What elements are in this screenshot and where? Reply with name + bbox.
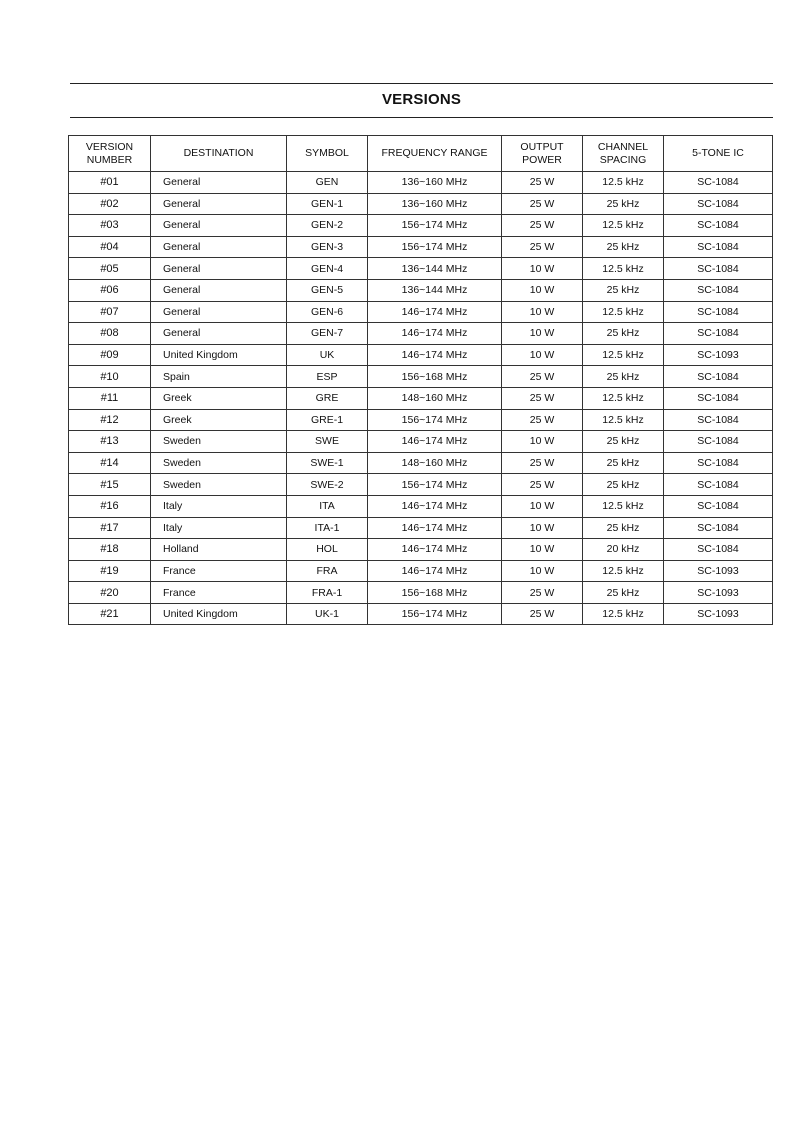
cell-frequency: 156~174 MHz [368, 215, 502, 237]
cell-power: 25 W [502, 215, 583, 237]
versions-table [68, 135, 773, 625]
cell-spacing: 25 kHz [583, 452, 664, 474]
cell-version: #07 [69, 301, 151, 323]
cell-destination: Sweden [151, 452, 287, 474]
cell-destination: Greek [151, 387, 287, 409]
header-output-power: OUTPUT POWER [502, 136, 583, 172]
cell-version: #18 [69, 539, 151, 561]
cell-frequency: 146~174 MHz [368, 431, 502, 453]
cell-power: 25 W [502, 387, 583, 409]
cell-power: 10 W [502, 560, 583, 582]
table-row [69, 301, 773, 323]
cell-destination: General [151, 279, 287, 301]
cell-symbol: SWE-1 [287, 452, 368, 474]
table-row [69, 582, 773, 604]
cell-version: #09 [69, 344, 151, 366]
header-frequency-range: FREQUENCY RANGE [368, 136, 502, 172]
cell-spacing: 25 kHz [583, 366, 664, 388]
cell-frequency: 146~174 MHz [368, 539, 502, 561]
cell-spacing: 12.5 kHz [583, 301, 664, 323]
cell-spacing: 12.5 kHz [583, 344, 664, 366]
table-row [69, 495, 773, 517]
cell-destination: General [151, 258, 287, 280]
cell-version: #02 [69, 193, 151, 215]
cell-tone-ic: SC-1084 [664, 474, 773, 496]
cell-frequency: 136~160 MHz [368, 193, 502, 215]
table-row [69, 323, 773, 345]
cell-version: #21 [69, 603, 151, 625]
cell-symbol: SWE [287, 431, 368, 453]
cell-destination: Greek [151, 409, 287, 431]
table-row [69, 215, 773, 237]
cell-symbol: GRE-1 [287, 409, 368, 431]
cell-version: #11 [69, 387, 151, 409]
cell-symbol: FRA-1 [287, 582, 368, 604]
cell-spacing: 12.5 kHz [583, 215, 664, 237]
table-row [69, 452, 773, 474]
cell-tone-ic: SC-1084 [664, 279, 773, 301]
cell-symbol: HOL [287, 539, 368, 561]
cell-power: 25 W [502, 603, 583, 625]
table-row [69, 172, 773, 194]
cell-spacing: 12.5 kHz [583, 495, 664, 517]
cell-power: 10 W [502, 279, 583, 301]
cell-spacing: 25 kHz [583, 582, 664, 604]
cell-version: #15 [69, 474, 151, 496]
cell-frequency: 156~168 MHz [368, 582, 502, 604]
header-destination: DESTINATION [151, 136, 287, 172]
cell-spacing: 25 kHz [583, 431, 664, 453]
cell-destination: General [151, 193, 287, 215]
cell-version: #12 [69, 409, 151, 431]
cell-symbol: FRA [287, 560, 368, 582]
cell-version: #04 [69, 236, 151, 258]
cell-destination: Holland [151, 539, 287, 561]
cell-spacing: 12.5 kHz [583, 387, 664, 409]
cell-version: #05 [69, 258, 151, 280]
cell-symbol: GEN-1 [287, 193, 368, 215]
cell-frequency: 146~174 MHz [368, 301, 502, 323]
table-row [69, 236, 773, 258]
cell-destination: Italy [151, 517, 287, 539]
cell-power: 10 W [502, 344, 583, 366]
table-row [69, 193, 773, 215]
table-row [69, 474, 773, 496]
cell-symbol: GEN-3 [287, 236, 368, 258]
cell-symbol: GEN-6 [287, 301, 368, 323]
cell-tone-ic: SC-1084 [664, 366, 773, 388]
cell-spacing: 20 kHz [583, 539, 664, 561]
cell-tone-ic: SC-1093 [664, 344, 773, 366]
bottom-rule [70, 117, 773, 118]
cell-tone-ic: SC-1084 [664, 301, 773, 323]
cell-destination: General [151, 323, 287, 345]
cell-tone-ic: SC-1084 [664, 452, 773, 474]
cell-tone-ic: SC-1084 [664, 323, 773, 345]
cell-power: 25 W [502, 582, 583, 604]
cell-version: #14 [69, 452, 151, 474]
cell-version: #03 [69, 215, 151, 237]
cell-power: 25 W [502, 409, 583, 431]
cell-spacing: 12.5 kHz [583, 603, 664, 625]
cell-version: #17 [69, 517, 151, 539]
cell-tone-ic: SC-1084 [664, 409, 773, 431]
cell-destination: Sweden [151, 474, 287, 496]
cell-tone-ic: SC-1084 [664, 431, 773, 453]
table-row [69, 258, 773, 280]
cell-frequency: 136~144 MHz [368, 279, 502, 301]
cell-symbol: ITA [287, 495, 368, 517]
cell-power: 10 W [502, 323, 583, 345]
table-row [69, 366, 773, 388]
cell-symbol: UK [287, 344, 368, 366]
table-row [69, 431, 773, 453]
cell-symbol: ESP [287, 366, 368, 388]
cell-power: 25 W [502, 236, 583, 258]
cell-spacing: 25 kHz [583, 236, 664, 258]
cell-destination: United Kingdom [151, 603, 287, 625]
cell-power: 10 W [502, 301, 583, 323]
cell-symbol: GEN [287, 172, 368, 194]
cell-destination: Spain [151, 366, 287, 388]
cell-version: #13 [69, 431, 151, 453]
cell-power: 25 W [502, 474, 583, 496]
cell-destination: Sweden [151, 431, 287, 453]
cell-frequency: 136~160 MHz [368, 172, 502, 194]
cell-destination: General [151, 215, 287, 237]
table-row [69, 387, 773, 409]
cell-version: #01 [69, 172, 151, 194]
cell-power: 10 W [502, 517, 583, 539]
cell-version: #06 [69, 279, 151, 301]
cell-tone-ic: SC-1084 [664, 387, 773, 409]
cell-power: 10 W [502, 495, 583, 517]
cell-spacing: 25 kHz [583, 474, 664, 496]
cell-power: 25 W [502, 366, 583, 388]
cell-frequency: 156~174 MHz [368, 236, 502, 258]
table-header-row [69, 136, 773, 172]
cell-symbol: UK-1 [287, 603, 368, 625]
cell-spacing: 25 kHz [583, 517, 664, 539]
cell-frequency: 146~174 MHz [368, 323, 502, 345]
cell-frequency: 148~160 MHz [368, 387, 502, 409]
header-symbol: SYMBOL [287, 136, 368, 172]
table-row [69, 344, 773, 366]
cell-frequency: 148~160 MHz [368, 452, 502, 474]
header-channel-spacing: CHANNEL SPACING [583, 136, 664, 172]
cell-version: #19 [69, 560, 151, 582]
cell-symbol: SWE-2 [287, 474, 368, 496]
cell-symbol: GEN-2 [287, 215, 368, 237]
cell-frequency: 146~174 MHz [368, 560, 502, 582]
page-title: VERSIONS [381, 91, 462, 108]
cell-frequency: 156~174 MHz [368, 409, 502, 431]
cell-version: #08 [69, 323, 151, 345]
cell-tone-ic: SC-1084 [664, 215, 773, 237]
table-row [69, 409, 773, 431]
cell-spacing: 25 kHz [583, 193, 664, 215]
header-version-number: VERSION NUMBER [69, 136, 151, 172]
cell-destination: General [151, 236, 287, 258]
cell-power: 25 W [502, 452, 583, 474]
cell-frequency: 146~174 MHz [368, 495, 502, 517]
cell-destination: United Kingdom [151, 344, 287, 366]
cell-tone-ic: SC-1084 [664, 172, 773, 194]
cell-symbol: GEN-7 [287, 323, 368, 345]
table-row [69, 279, 773, 301]
cell-power: 10 W [502, 539, 583, 561]
table-row [69, 560, 773, 582]
cell-symbol: GEN-4 [287, 258, 368, 280]
cell-spacing: 25 kHz [583, 323, 664, 345]
cell-frequency: 156~174 MHz [368, 474, 502, 496]
cell-version: #10 [69, 366, 151, 388]
cell-spacing: 12.5 kHz [583, 409, 664, 431]
cell-tone-ic: SC-1093 [664, 603, 773, 625]
cell-tone-ic: SC-1084 [664, 236, 773, 258]
cell-destination: France [151, 582, 287, 604]
cell-spacing: 25 kHz [583, 279, 664, 301]
cell-destination: France [151, 560, 287, 582]
cell-tone-ic: SC-1093 [664, 560, 773, 582]
cell-version: #20 [69, 582, 151, 604]
cell-power: 25 W [502, 172, 583, 194]
table-body [69, 172, 773, 625]
cell-frequency: 156~174 MHz [368, 603, 502, 625]
cell-symbol: GRE [287, 387, 368, 409]
header-tone-ic: 5-TONE IC [664, 136, 773, 172]
cell-tone-ic: SC-1093 [664, 582, 773, 604]
table-row [69, 539, 773, 561]
cell-spacing: 12.5 kHz [583, 172, 664, 194]
table-row [69, 603, 773, 625]
cell-tone-ic: SC-1084 [664, 258, 773, 280]
cell-version: #16 [69, 495, 151, 517]
cell-symbol: ITA-1 [287, 517, 368, 539]
cell-tone-ic: SC-1084 [664, 517, 773, 539]
cell-destination: General [151, 301, 287, 323]
top-rule [70, 83, 773, 84]
cell-power: 10 W [502, 431, 583, 453]
cell-frequency: 136~144 MHz [368, 258, 502, 280]
cell-tone-ic: SC-1084 [664, 193, 773, 215]
cell-tone-ic: SC-1084 [664, 495, 773, 517]
cell-spacing: 12.5 kHz [583, 560, 664, 582]
cell-destination: Italy [151, 495, 287, 517]
cell-frequency: 146~174 MHz [368, 344, 502, 366]
cell-spacing: 12.5 kHz [583, 258, 664, 280]
cell-symbol: GEN-5 [287, 279, 368, 301]
table-row [69, 517, 773, 539]
cell-destination: General [151, 172, 287, 194]
cell-power: 10 W [502, 258, 583, 280]
cell-power: 25 W [502, 193, 583, 215]
cell-tone-ic: SC-1084 [664, 539, 773, 561]
cell-frequency: 146~174 MHz [368, 517, 502, 539]
cell-frequency: 156~168 MHz [368, 366, 502, 388]
